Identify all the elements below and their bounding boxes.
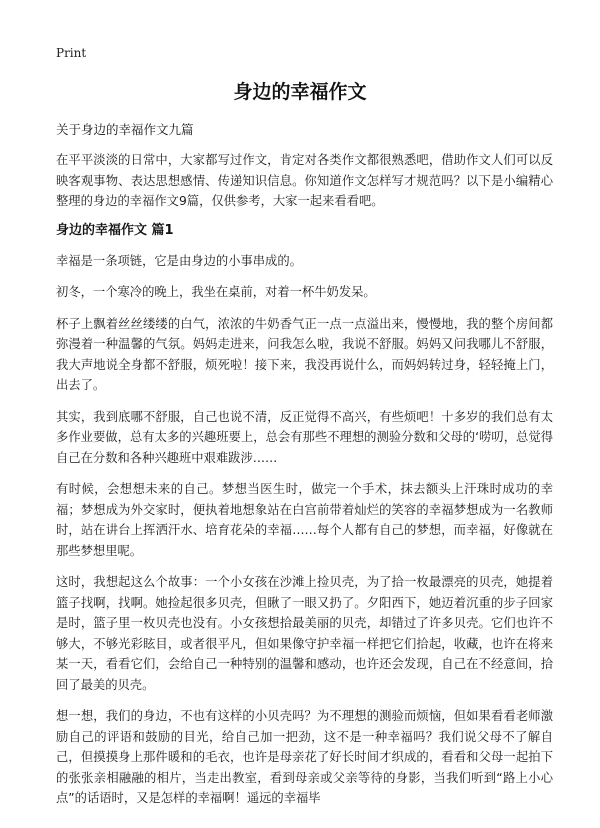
section-heading: 身边的幸福作文 篇1: [56, 222, 174, 238]
paragraph: 初冬，一个寒冷的晚上，我坐在桌前，对着一杯牛奶发呆。: [56, 285, 376, 299]
paragraph: 其实，我到底哪不舒服，自己也说不清，反正觉得不高兴，有些烦吧！十多岁的我们总有太多作业要做，总有太多的兴趣班要上，总会有那些不理想的测验分数和父母的‘唠叨，总觉得自己在分数和各种兴趣班中艰难跋涉……: [56, 409, 553, 465]
paragraph: 想一想，我们的身边，不也有这样的小贝壳吗？为不理想的测验而烦恼，但如果看看老师激励自己的评语和鼓励的目光，给自己加一把劲，这不是一种幸福吗？我们说父母不了解自己，但摸摸身上那件暖和的毛衣，也许是母亲花了好长时间才织成的，看看和父母一起拍下的张张亲相融融的相片，当走出教室，看到母亲或父亲等待的身影，当我们听到“路上小心点”的话语时，又是怎样的幸福啊！遥远的幸福毕: [56, 709, 553, 805]
paragraph: 杯子上飘着丝丝缕缕的白气，浓浓的牛奶香气正一点一点溢出来，慢慢地，我的整个房间都弥漫着一种温馨的气氛。妈妈走进来，问我怎么啦，我说不舒服。妈妈又问我哪儿不舒服，我大声地说全身都不舒服，烦死啦！接下来，我没再说什么，而妈妈转过身，轻轻掩上门，出去了。: [56, 316, 553, 392]
print-link[interactable]: Print: [56, 46, 87, 60]
intro-paragraph: 在平平淡淡的日常中，大家都写过作文，肯定对各类作文都很熟悉吧，借助作文人们可以反映客观事物、表达思想感情、传递知识信息。你知道作文怎样写才规范吗？以下是小编精心整理的身边的幸福作文9篇，仅供参考，大家一起来看看吧。: [56, 153, 553, 208]
paragraph: 这时，我想起这么个故事：一个小女孩在沙滩上捡贝壳，为了拾一枚最漂亮的贝壳，她提着篮子找啊，找啊。她捡起很多贝壳，但瞅了一眼又扔了。夕阳西下，她迈着沉重的步子回家是时，篮子里一枚贝壳也没有。小女孩想拾最美丽的贝壳，却错过了许多贝壳。它们也许不够大，不够光彩眩目，或者很平凡，但如果像守护幸福一样把它们拾起，收藏，也许在将来某一天，看看它们，会给自己一种特别的温馨和感动，也许还会发现，自己在不经意间，拾回了最美的贝壳。: [56, 575, 553, 692]
article-body: [56, 150, 553, 820]
paragraph: 幸福是一条项链，它是由身边的小事串成的。: [56, 253, 302, 268]
subtitle: 关于身边的幸福作文九篇: [56, 122, 194, 137]
paragraph: 有时候，会想想未来的自己。梦想当医生时，做完一个手术，抹去额头上汗珠时成功的幸福；梦想成为外交家时，便执着地想象站在白宫前带着灿烂的笑容的幸福梦想成为一名教师时，站在讲台上挥洒汗水、培育花朵的幸福……每个人都有自己的梦想，而幸福，好像就在那些梦想里呢。: [56, 482, 553, 558]
page-title: 身边的幸福作文: [233, 81, 367, 103]
